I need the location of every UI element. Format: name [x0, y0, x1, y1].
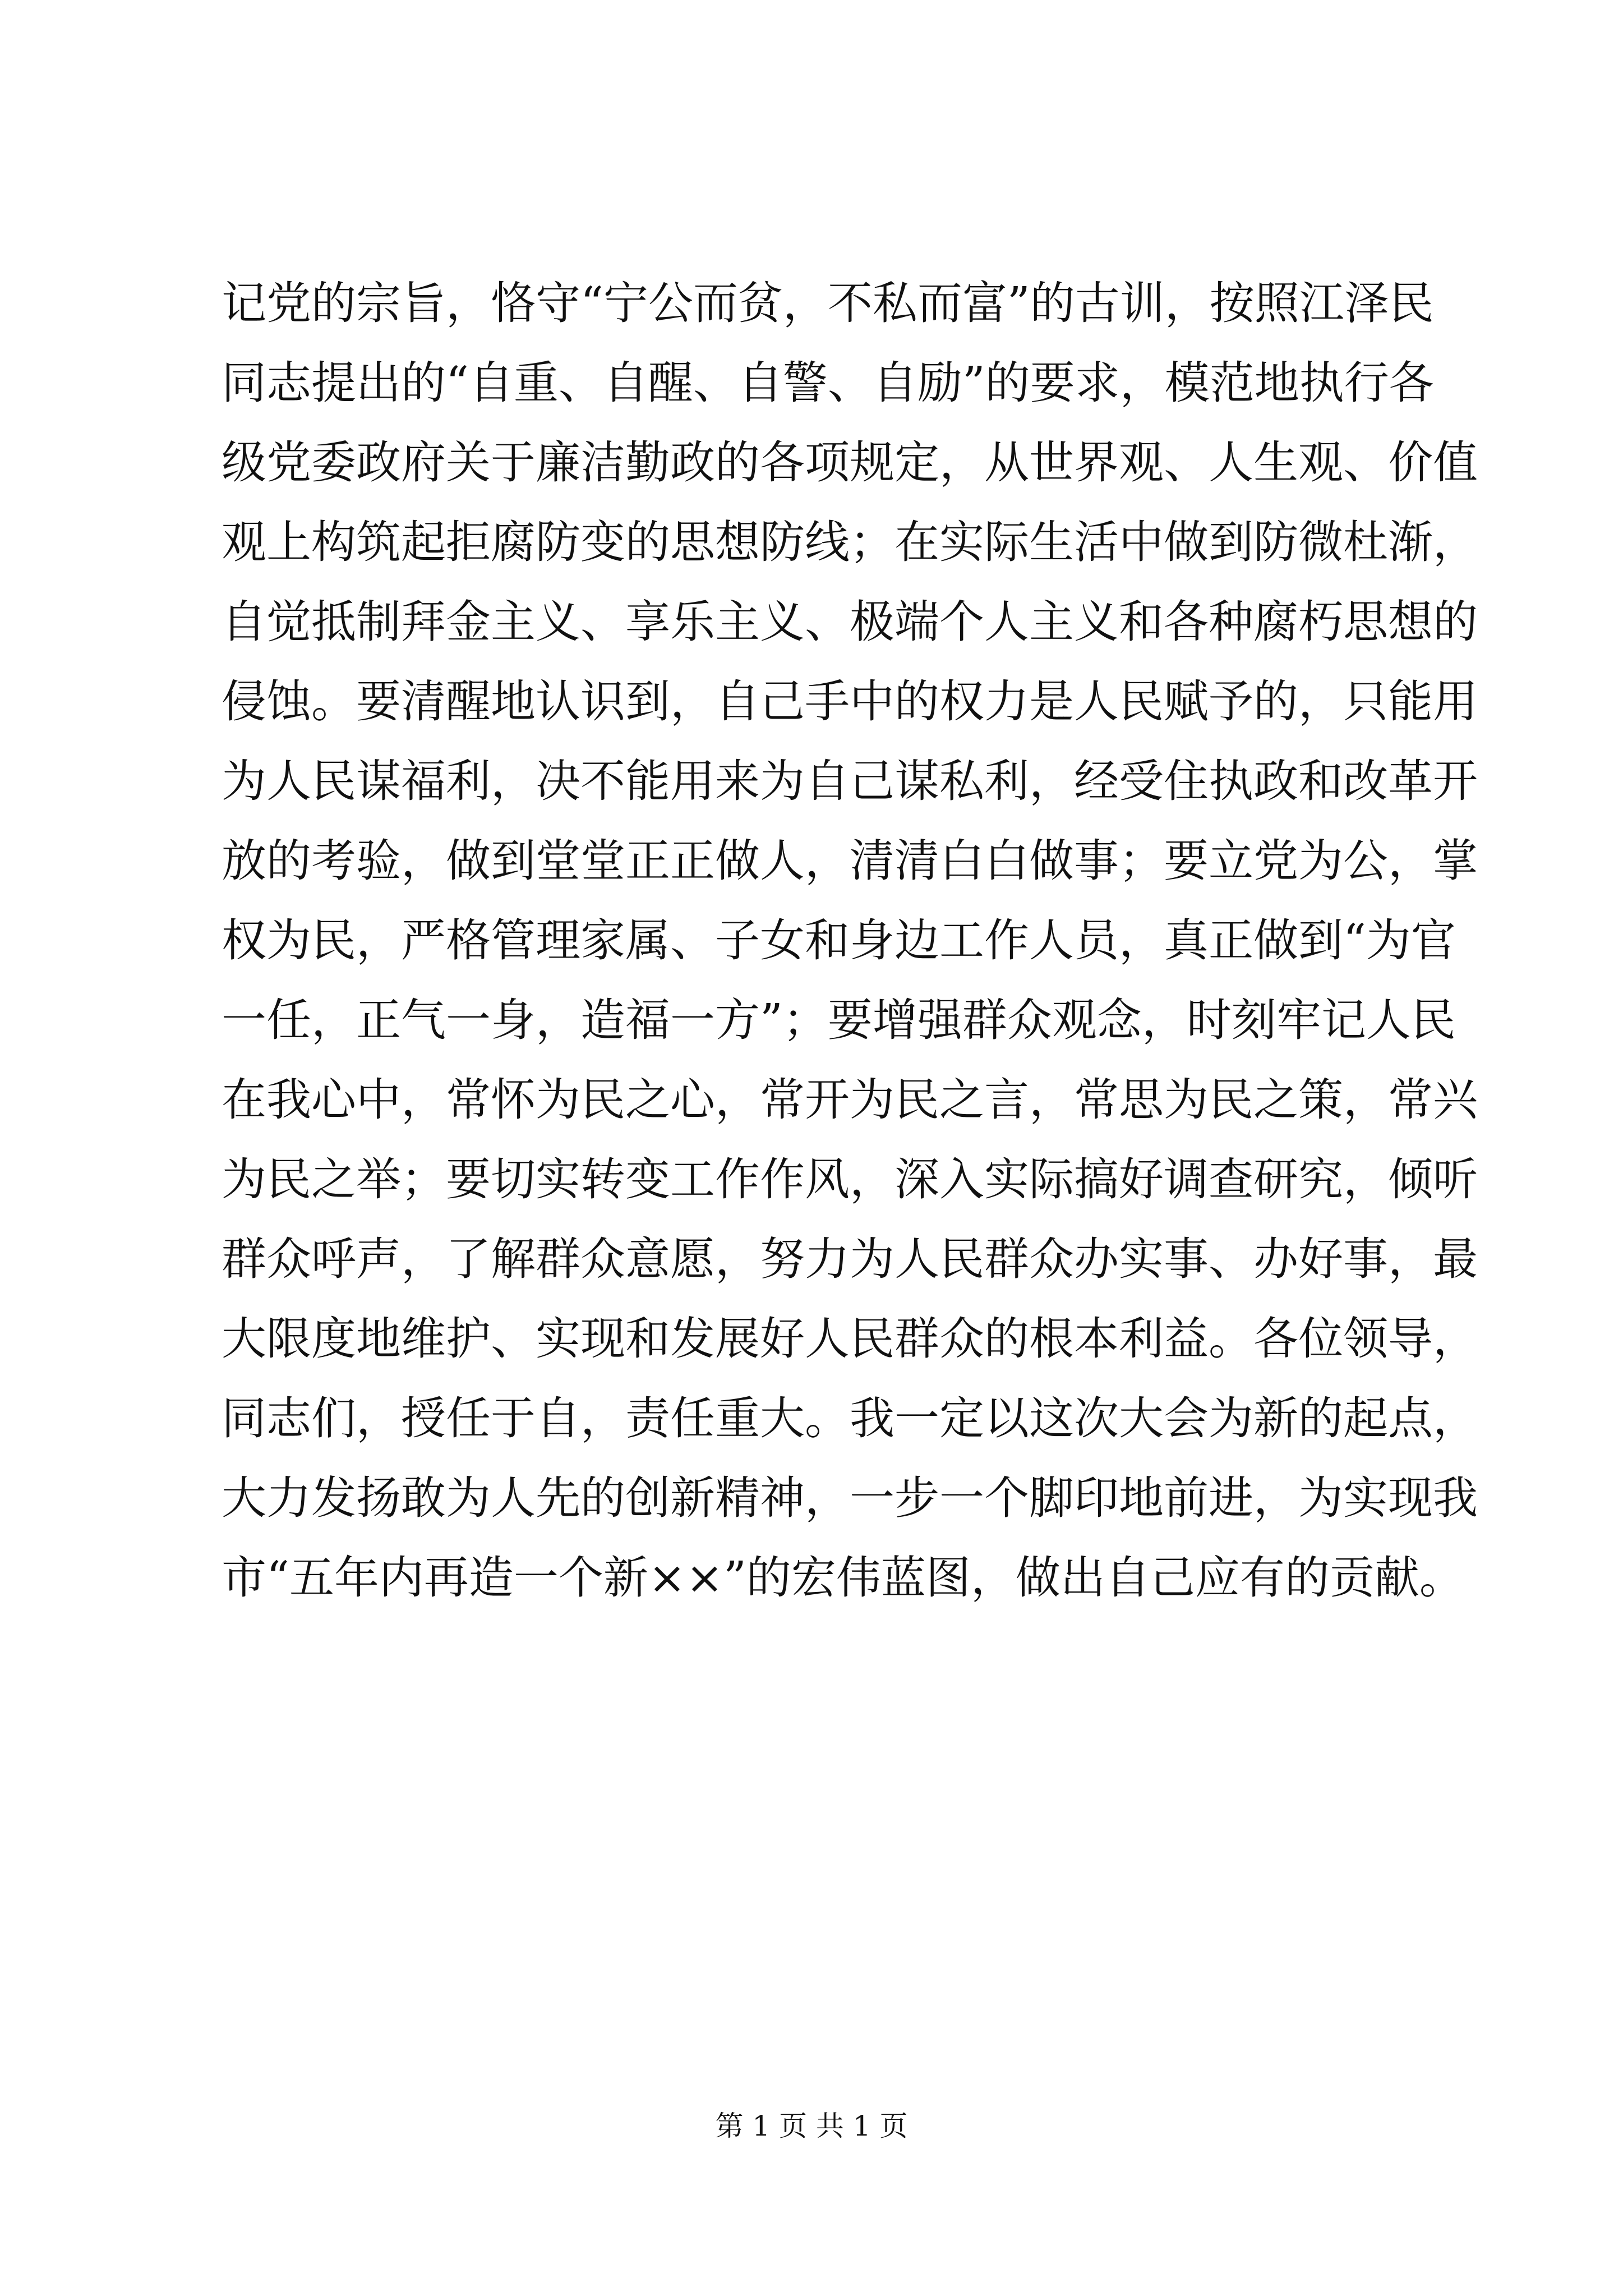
- paragraph-line: 为民之举；要切实转变工作作风，深入实际搞好调查研究，倾听: [222, 1153, 1478, 1205]
- paragraph-line: 在我心中，常怀为民之心，常开为民之言，常思为民之策，常兴: [222, 1074, 1478, 1126]
- paragraph-line: 为人民谋福利，决不能用来为自己谋私利，经受住执政和改革开: [222, 755, 1478, 807]
- page-number-footer: 第 1 页 共 1 页: [715, 2110, 908, 2142]
- paragraph-line: 群众呼声，了解群众意愿，努力为人民群众办实事、办好事，最: [222, 1233, 1478, 1285]
- paragraph-line: 一任，正气一身，造福一方”；要增强群众观念，时刻牢记人民: [222, 994, 1456, 1046]
- paragraph-line: 同志们，授任于自，责任重大。我一定以这次大会为新的起点，: [222, 1392, 1478, 1444]
- paragraph-line: 记党的宗旨，恪守“宁公而贫，不私而富”的古训，按照江泽民: [222, 277, 1434, 329]
- paragraph-line: 自觉抵制拜金主义、享乐主义、极端个人主义和各种腐朽思想的: [222, 596, 1478, 648]
- body-paragraph: [222, 264, 1478, 1618]
- paragraph-line: 大力发扬敢为人先的创新精神，一步一个脚印地前进，为实现我: [222, 1472, 1478, 1524]
- paragraph-line: 市“五年内再造一个新××”的宏伟蓝图，做出自己应有的贡献。: [222, 1552, 1464, 1604]
- paragraph-line: 级党委政府关于廉洁勤政的各项规定，从世界观、人生观、价值: [222, 436, 1478, 489]
- paragraph-line: 大限度地维护、实现和发展好人民群众的根本利益。各位领导，: [222, 1313, 1478, 1365]
- paragraph-line: 侵蚀。要清醒地认识到，自己手中的权力是人民赋予的，只能用: [222, 675, 1478, 728]
- paragraph-line: 放的考验，做到堂堂正正做人，清清白白做事；要立党为公，掌: [222, 835, 1478, 887]
- paragraph-line: 观上构筑起拒腐防变的思想防线；在实际生活中做到防微杜渐，: [222, 516, 1478, 568]
- paragraph-line: 同志提出的“自重、自醒、自警、自励”的要求，模范地执行各: [222, 357, 1434, 409]
- paragraph-line: 权为民，严格管理家属、子女和身边工作人员，真正做到“为官: [222, 914, 1456, 967]
